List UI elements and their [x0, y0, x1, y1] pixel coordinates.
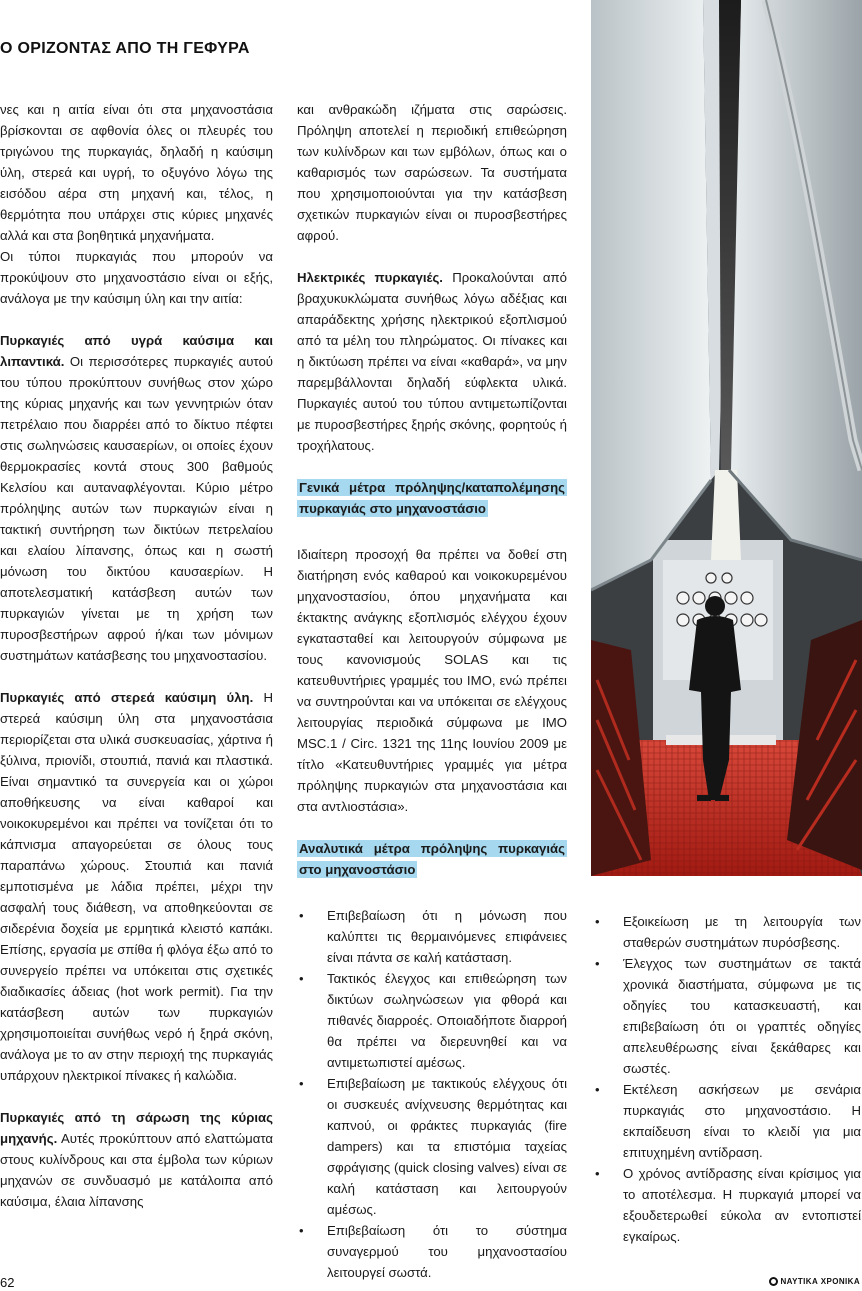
column-3	[593, 911, 861, 1247]
engine-room-photo	[591, 0, 862, 876]
subheading-electrical: Ηλεκτρικές πυρκαγιές.	[297, 270, 443, 285]
paragraph-scavenge: Πυρκαγιές από τη σάρωση της κύριας μηχανής. Αυτές προκύπτουν από ελαττώματα στους κυλίνδρους και στα έμβολα των κύριων μηχανών σε συνδυασμό με κατάλοιπα από καύσιμα, έλαια λίπανσης	[0, 1110, 273, 1209]
paragraph-electrical: Ηλεκτρικές πυρκαγιές. Προκαλούνται από βραχυκυκλώματα συνήθως λόγω αδέξιας και απαράδεκτης χρήσης ηλεκτρικού εξοπλισμού από τα μέλη του πληρώματος. Οι πίνακες και η δικτύωση πρέπει να είναι «καθαρά», να μην παρεμβάλλονται δηλαδή εύφλεκτα υλικά. Πυρκαγιές αυτού του τύπου αντιμετωπίζονται με πυροσβεστήρες ξηρής σκόνης, φορητούς ή τροχήλατους.	[297, 270, 567, 453]
list-item: • Εκτέλεση ασκήσεων με σενάρια πυρκαγιάς στο μηχανοστάσιο. Η εκπαίδευση είναι το κλειδί για μια επιτυχημένη αντίδραση.	[593, 1079, 861, 1163]
bullet-list	[297, 905, 567, 1283]
subheading-liquid-fuel: Πυρκαγιές από υγρά καύσιμα και λιπαντικά.	[0, 333, 273, 369]
highlight-heading-general: Γενικά μέτρα πρόληψης/καταπολέμησης πυρκαγιάς στο μηχανοστάσιο	[299, 480, 565, 516]
bullet-list	[593, 911, 861, 1247]
paragraph: Οι τύποι πυρκαγιάς που μπορούν να προκύψουν στο μηχανοστάσιο είναι οι εξής, ανάλογα με την καύσιμη ύλη και την αιτία:	[0, 249, 273, 306]
list-item: • Τακτικός έλεγχος και επιθεώρηση των δικτύων σωληνώσεων για φθορά και πιθανές διαρροές. Οποιαδήποτε διαρροή θα πρέπει να διερευνηθεί και να αντιμετωπιστεί αμέσως.	[297, 968, 567, 1073]
brand-logo-icon	[769, 1277, 778, 1286]
column-2	[297, 99, 567, 1283]
list-item: • Ο χρόνος αντίδρασης είναι κρίσιμος για το αποτέλεσμα. Η πυρκαγιά μπορεί να εξουδετερωθεί εύκολα αν εντοπιστεί εγκαίρως.	[593, 1163, 861, 1247]
column-1	[0, 99, 273, 1212]
subheading-scavenge: Πυρκαγιές από τη σάρωση της κύριας μηχανής.	[0, 1110, 273, 1146]
paragraph: και ανθρακώδη ιζήματα στις σαρώσεις. Πρόληψη αποτελεί η περιοδική επιθεώρηση των κυλίνδρων και των εμβόλων, όπως και ο καθαρισμός των σαρώσεων. Τα συστήματα που χρησιμοποιούνται για την κατάσβεση σχετικών πυρκαγιών είναι οι πυροσβεστήρες αφρού.	[297, 102, 567, 243]
list-item: • Επιβεβαίωση ότι η μόνωση που καλύπτει τις θερμαινόμενες επιφάνειες είναι πάντα σε καλή κατάσταση.	[297, 905, 567, 968]
section-header: Ο ΟΡΙΖΟΝΤΑΣ ΑΠΟ ΤΗ ΓΕΦΥΡΑ	[0, 40, 250, 57]
highlight-heading-detailed: Αναλυτικά μέτρα πρόληψης πυρκαγιάς στο μηχανοστάσιο	[299, 841, 565, 877]
paragraph-liquid-fuel: Πυρκαγιές από υγρά καύσιμα και λιπαντικά. Οι περισσότερες πυρκαγιές αυτού του τύπου προκύπτουν συνήθως στον χώρο της κύριας μηχανής και των γεννητριών όταν πετρέλαιο που διαρρέει από το δίκτυο πέφτει στις σωληνώσεις καυσαερίων, οι οποίες έχουν θερμοκρασίες κοντά στους 300 βαθμούς Κελσίου και αυταναφλέγονται. Κύριο μέτρο πρόληψης αυτών των πυρκαγιών είναι η τακτική συντήρηση των δικτύων πετρελαίου και ελαίου λίπανσης, όπως και η σωστή μόνωση του δικτύου καυσαερίων. Η αποτελεσματική κατάσβεση αυτών των πυρκαγιών γίνεται με τη χρήση των πυροσβεστήρων αφρού ή/και των μόνιμων συστημάτων κατάσβεσης του μηχανοστασίου.	[0, 333, 273, 663]
paragraph-general: Ιδιαίτερη προσοχή θα πρέπει να δοθεί στη διατήρηση ενός καθαρού και νοικοκυρεμένου μηχανοστασίου, όπου μηχανήματα και έκτακτης ανάγκης εξοπλισμός ελέγχου έχουν εγκατασταθεί και λειτουργούν σύμφωνα με τους κανονισμούς SOLAS και τις κατευθυντήριες γραμμές του IMO, ενώ πρέπει να συντηρούνται και να υπόκειται σε ελέγχους λειτουργίας περιοδικά σύμφωνα με IMO MSC.1 / Circ. 1321 της 11ης Ιουνίου 2009 με τίτλο «Κατευθυντήριες γραμμές για μέτρα πρόληψης πυρκαγιών στα μηχανοστάσια και στα αντλιοστάσια».	[297, 547, 567, 814]
subheading-solid-fuel: Πυρκαγιές από στερεά καύσιμη ύλη.	[0, 690, 254, 705]
list-item: • Έλεγχος των συστημάτων σε τακτά χρονικά διαστήματα, σύμφωνα με τις οδηγίες του κατασκευαστή, και επιβεβαίωση ότι οι γραπτές οδηγίες απελευθέρωσης είναι ξεκάθαρες και σωστές.	[593, 953, 861, 1079]
paragraph-solid-fuel: Πυρκαγιές από στερεά καύσιμη ύλη. Η στερεά καύσιμη ύλη στα μηχανοστάσια περιορίζεται στα υλικά συσκευασίας, χάρτινα ή ξύλινα, πριονίδι, στουπιά, πανιά και πλαστικά. Είναι σημαντικό τα συνεργεία και οι χώροι αποθήκευσης να είναι καθαροί και νοικοκυρεμένοι και πρέπει να τονίζεται ότι το κάπνισμα απαγορεύεται σε όλους τους παραπάνω χώρους. Στουπιά και πανιά εμποτισμένα με λάδια πρέπει, μέχρι την ασφαλή τους διάθεση, να αποθηκεύονται σε σιδερένια δοχεία με ερμητικά κλειστό καπάκι. Επίσης, εργασία με σπίθα ή φλόγα έξω από το συνεργείο πρέπει να υπόκειται στις σχετικές διαδικασίες άδειας (hot work permit). Για την κατάσβεση αυτών των πυρκαγιών χρησιμοποιείται συνήθως νερό ή ξηρά σκόνη, ανάλογα με το αν στην περιοχή της πυρκαγιάς υπάρχουν ηλεκτρικοί πίνακες ή καλώδια.	[0, 690, 274, 1083]
publication-brand	[769, 1277, 861, 1286]
page-number: 62	[0, 1275, 15, 1290]
list-item: • Επιβεβαίωση με τακτικούς ελέγχους ότι οι συσκευές ανίχνευσης θερμότητας και καπνού, οι φράκτες πυρκαγιάς (fire dampers) και τα επιστόμια ταχείας σφράγισης (quick closing valves) είναι σε καλή κατάσταση και λειτουργούν αμέσως.	[297, 1073, 567, 1220]
list-item: • Εξοικείωση με τη λειτουργία των σταθερών συστημάτων πυρόσβεσης.	[593, 911, 861, 953]
brand-name: ΝΑΥΤΙΚΑ ΧΡΟΝΙΚΑ	[780, 1277, 860, 1286]
list-item: • Επιβεβαίωση ότι το σύστημα συναγερμού του μηχανοστασίου λειτουργεί σωστά.	[297, 1220, 567, 1283]
paragraph: νες και η αιτία είναι ότι στα μηχανοστάσια βρίσκονται σε αφθονία όλες οι πλευρές του τριγώνου της πυρκαγιάς, δηλαδή η καύσιμη ύλη, στερεά και υγρή, το οξυγόνο λόγω της εισόδου αέρα στη μηχανή και, τέλος, η θερμότητα που υπάρχει στις κύριες μηχανές αλλά και στα βοηθητικά μηχανήματα.	[0, 102, 273, 243]
